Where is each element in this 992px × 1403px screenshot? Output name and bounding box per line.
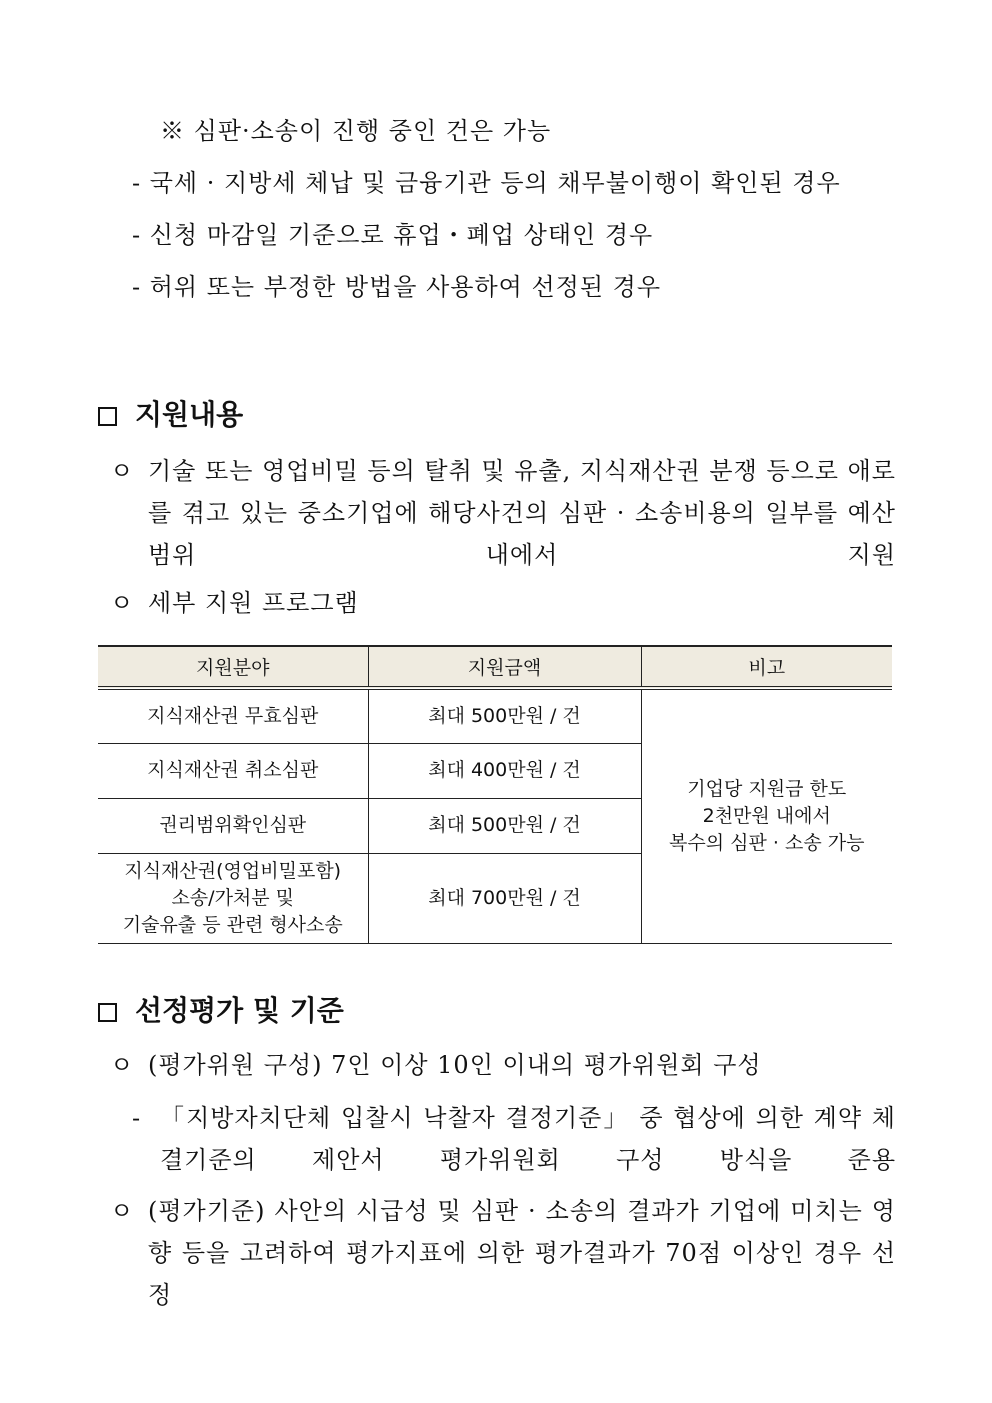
field-cell (98, 853, 368, 943)
amount-cell: 최대 500만원 / 건 (368, 798, 641, 853)
note-cell (641, 688, 892, 943)
support-description: 기술 또는 영업비밀 등의 탈취 및 유출, 지식재산권 분쟁 등으로 애로를 겪고 있는 중소기업에 해당사건의 심판 · 소송비용의 일부를 예산 범위 내에서 지원 (148, 457, 896, 569)
section-heading-selection (98, 994, 344, 1028)
note-line: 2천만원 내에서 (702, 804, 831, 827)
square-bullet-icon (98, 1003, 117, 1022)
list-item: - 국세 · 지방세 체납 및 금융기관 등의 채무불이행이 확인된 경우 (132, 169, 841, 197)
table-row (98, 688, 892, 743)
dash-bullet: - (132, 1104, 142, 1132)
note-line: 복수의 심판 · 소송 가능 (669, 831, 865, 854)
evaluation-committee: (평가위원 구성) 7인 이상 10인 이내의 평가위원회 구성 (148, 1051, 762, 1079)
field-cell: 권리범위확인심판 (98, 798, 368, 853)
field-cell: 지식재산권 무효심판 (98, 688, 368, 743)
circle-bullet-icon: ㅇ (110, 457, 135, 485)
circle-bullet-icon: ㅇ (110, 589, 135, 617)
list-item: - 허위 또는 부정한 방법을 사용하여 선정된 경우 (132, 273, 662, 301)
field-line: 소송/가처분 및 (171, 886, 295, 909)
list-item: - 신청 마감일 기준으로 휴업・폐업 상태인 경우 (132, 221, 654, 249)
amount-cell: 최대 400만원 / 건 (368, 743, 641, 798)
circle-bullet-icon: ㅇ (110, 1051, 135, 1079)
circle-bullet-icon: ㅇ (110, 1197, 135, 1225)
section-heading-support (98, 398, 243, 432)
section-title: 지원내용 (135, 398, 244, 431)
note-line: 기업당 지원금 한도 (687, 777, 847, 800)
field-line: 지식재산권(영업비밀포함) (124, 859, 342, 882)
exception-note: ※ 심판·소송이 진행 중인 건은 가능 (160, 117, 552, 145)
square-bullet-icon (98, 407, 117, 426)
evaluation-committee-detail: 「지방자치단체 입찰시 낙찰자 결정기준」 중 협상에 의한 계약 체결기준의 제안서 평가위원회 구성 방식을 준용 (160, 1104, 896, 1174)
section-title: 선정평가 및 기준 (135, 994, 344, 1027)
header-field: 지원분야 (98, 646, 368, 688)
amount-cell: 최대 700만원 / 건 (368, 853, 641, 943)
field-line: 기술유출 등 관련 형사소송 (122, 913, 343, 936)
field-cell: 지식재산권 취소심판 (98, 743, 368, 798)
header-note: 비고 (641, 646, 892, 688)
support-program-label: 세부 지원 프로그램 (148, 589, 359, 617)
evaluation-criteria: (평가기준) 사안의 시급성 및 심판 · 소송의 결과가 기업에 미치는 영향 등을 고려하여 평가지표에 의한 평가결과가 70점 이상인 경우 선정 (148, 1197, 896, 1309)
amount-cell: 최대 500만원 / 건 (368, 688, 641, 743)
header-amount: 지원금액 (368, 646, 641, 688)
support-program-table (98, 645, 892, 944)
